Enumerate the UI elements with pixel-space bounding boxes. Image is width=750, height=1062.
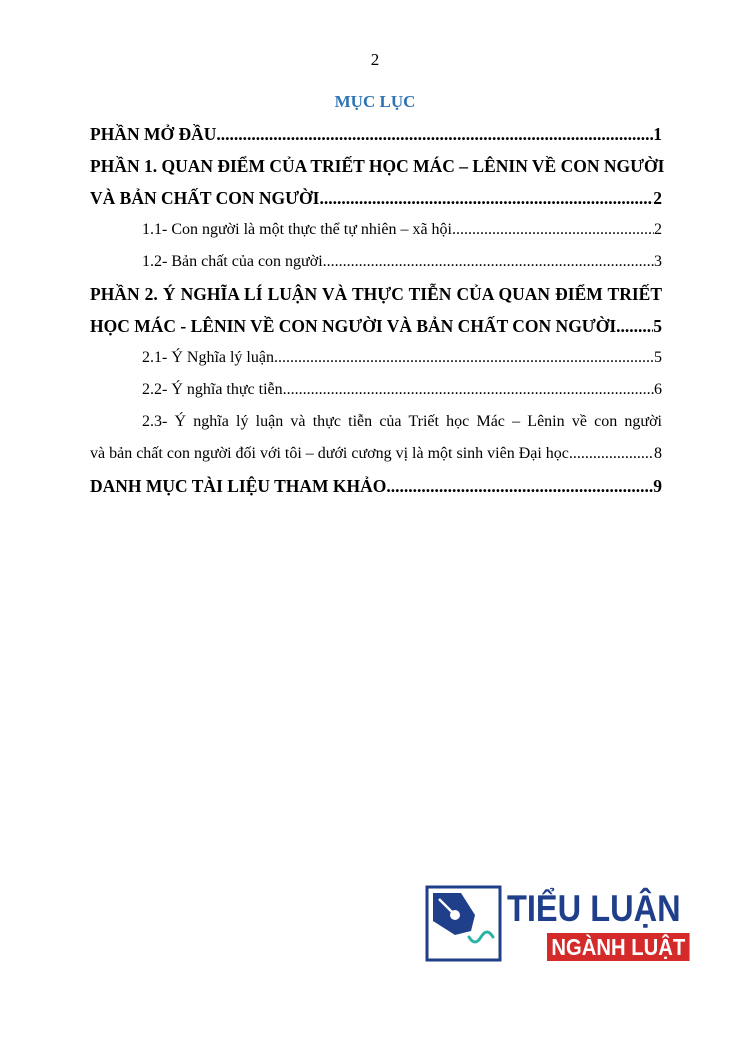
toc-entry-page: 3 (654, 253, 662, 270)
toc-entry-text: 1.1- Con người là một thực thể tự nhiên – xã hội (142, 221, 452, 238)
toc-entry-text: HỌC MÁC - LÊNIN VỀ CON NGƯỜI VÀ BẢN CHẤT CON NGƯỜI (90, 316, 617, 336)
toc-entry-text: PHẦN 2. Ý NGHĨA LÍ LUẬN VÀ THỰC TIỄN CỦA QUAN ĐIỂM TRIẾT (90, 284, 662, 304)
logo-text-secondary: NGÀNH LUẬT (547, 933, 690, 961)
toc-entry-phan-2-line2[interactable] (90, 310, 662, 342)
toc-entry-page: 5 (654, 349, 662, 366)
page-number: 2 (370, 50, 380, 69)
toc-entry-page: 1 (653, 124, 662, 144)
toc-entry-page: 2 (653, 188, 662, 208)
toc-leader-dots (216, 118, 653, 150)
toc-entry-text: 2.1- Ý Nghĩa lý luận (142, 349, 274, 366)
toc-leader-dots (283, 374, 654, 406)
logo-text-primary: TIỂU LUẬN (507, 888, 681, 929)
toc-entry-page: 8 (654, 445, 662, 462)
toc-entry-text: VÀ BẢN CHẤT CON NGƯỜI (90, 188, 320, 208)
toc-entry-phan-1-line1[interactable] (90, 150, 665, 182)
toc-entry-2-3-line1[interactable] (90, 406, 662, 438)
toc-leader-dots (386, 470, 653, 502)
toc-entry-2-1[interactable] (90, 342, 662, 374)
toc-leader-dots (274, 342, 654, 374)
toc-entry-1-1[interactable] (90, 214, 662, 246)
toc-leader-dots (323, 246, 654, 278)
toc-entry-text: DANH MỤC TÀI LIỆU THAM KHẢO (90, 476, 387, 496)
toc-entry-1-2[interactable] (90, 246, 662, 278)
toc-entry-2-3-line2[interactable] (90, 438, 662, 470)
toc-leader-dots (452, 214, 654, 246)
toc-entry-tai-lieu[interactable] (90, 470, 662, 502)
toc-entry-text: PHẦN MỞ ĐẦU (90, 124, 217, 144)
table-of-contents (90, 118, 665, 502)
toc-entry-text: 1.2- Bản chất của con người (142, 253, 323, 270)
toc-entry-page: 9 (653, 476, 662, 496)
pen-nib-icon (425, 885, 502, 962)
toc-entry-page: 6 (654, 381, 662, 398)
toc-entry-2-2[interactable] (90, 374, 662, 406)
toc-entry-phan-2-line1[interactable] (90, 278, 662, 310)
toc-entry-mo-dau[interactable] (90, 118, 662, 150)
toc-title: MỤC LỤC (334, 92, 416, 111)
toc-entry-text: và bản chất con người đối với tôi – dưới cương vị là một sinh viên Đại học (90, 445, 569, 462)
site-logo (425, 885, 686, 965)
toc-entry-text: PHẦN 1. QUAN ĐIỂM CỦA TRIẾT HỌC MÁC – LÊNIN VỀ CON NGƯỜI (90, 156, 665, 176)
toc-leader-dots (569, 438, 654, 470)
toc-entry-page: 5 (653, 316, 662, 336)
toc-entry-page: 2 (654, 221, 662, 238)
toc-leader-dots (319, 182, 653, 214)
toc-entry-text: 2.2- Ý nghĩa thực tiễn (142, 381, 283, 398)
toc-entry-text: 2.3- Ý nghĩa lý luận và thực tiễn của Triết học Mác – Lênin về con người (142, 413, 662, 430)
toc-leader-dots (616, 310, 653, 342)
toc-entry-phan-1-line2[interactable] (90, 182, 662, 214)
